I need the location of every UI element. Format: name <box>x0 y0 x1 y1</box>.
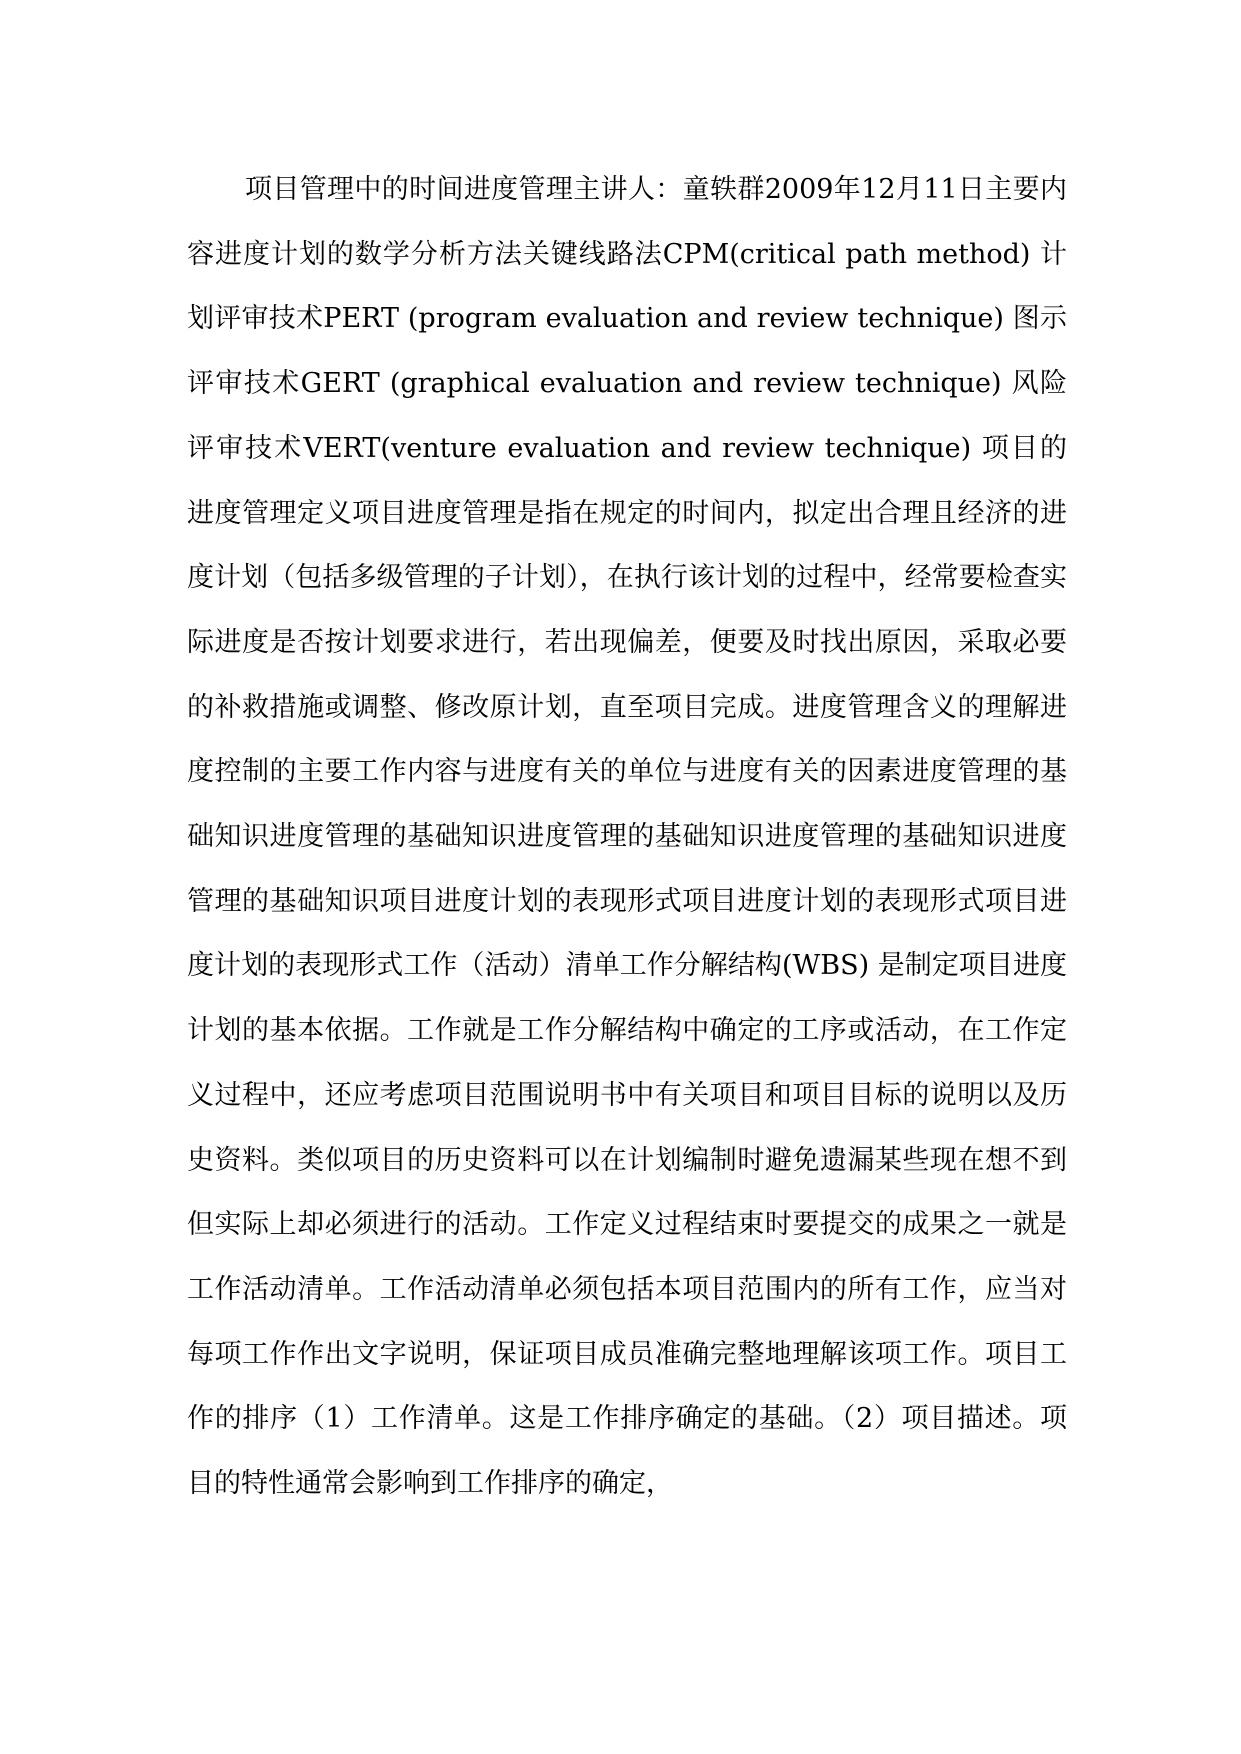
body-paragraph: 项目管理中的时间进度管理主讲人：童轶群2009年12月11日主要内容进度计划的数学分析方法关键线路法CPM(critical path method) 计划评审技术PERT (program evaluation and review technique) 图示评审技术GERT (graphical evaluation and review technique) 风险评审技术VERT(venture evaluation and review technique) 项目的进度管理定义项目进度管理是指在规定的时间内，拟定出合理且经济的进度计划（包括多级管理的子计划），在执行该计划的过程中，经常要检查实际进度是否按计划要求进行，若出现偏差，便要及时找出原因，采取必要的补救措施或调整、修改原计划，直至项目完成。进度管理含义的理解进度控制的主要工作内容与进度有关的单位与进度有关的因素进度管理的基础知识进度管理的基础知识进度管理的基础知识进度管理的基础知识进度管理的基础知识项目进度计划的表现形式项目进度计划的表现形式项目进度计划的表现形式工作（活动）清单工作分解结构(WBS) 是制定项目进度计划的基本依据。工作就是工作分解结构中确定的工序或活动，在工作定义过程中，还应考虑项目范围说明书中有关项目和项目目标的说明以及历史资料。类似项目的历史资料可以在计划编制时避免遗漏某些现在想不到但实际上却必须进行的活动。工作定义过程结束时要提交的成果之一就是工作活动清单。工作活动清单必须包括本项目范围内的所有工作，应当对每项工作作出文字说明，保证项目成员准确完整地理解该项工作。项目工作的排序（1）工作清单。这是工作排序确定的基础。（2）项目描述。项目的特性通常会影响到工作排序的确定， <box>187 174 1067 1500</box>
